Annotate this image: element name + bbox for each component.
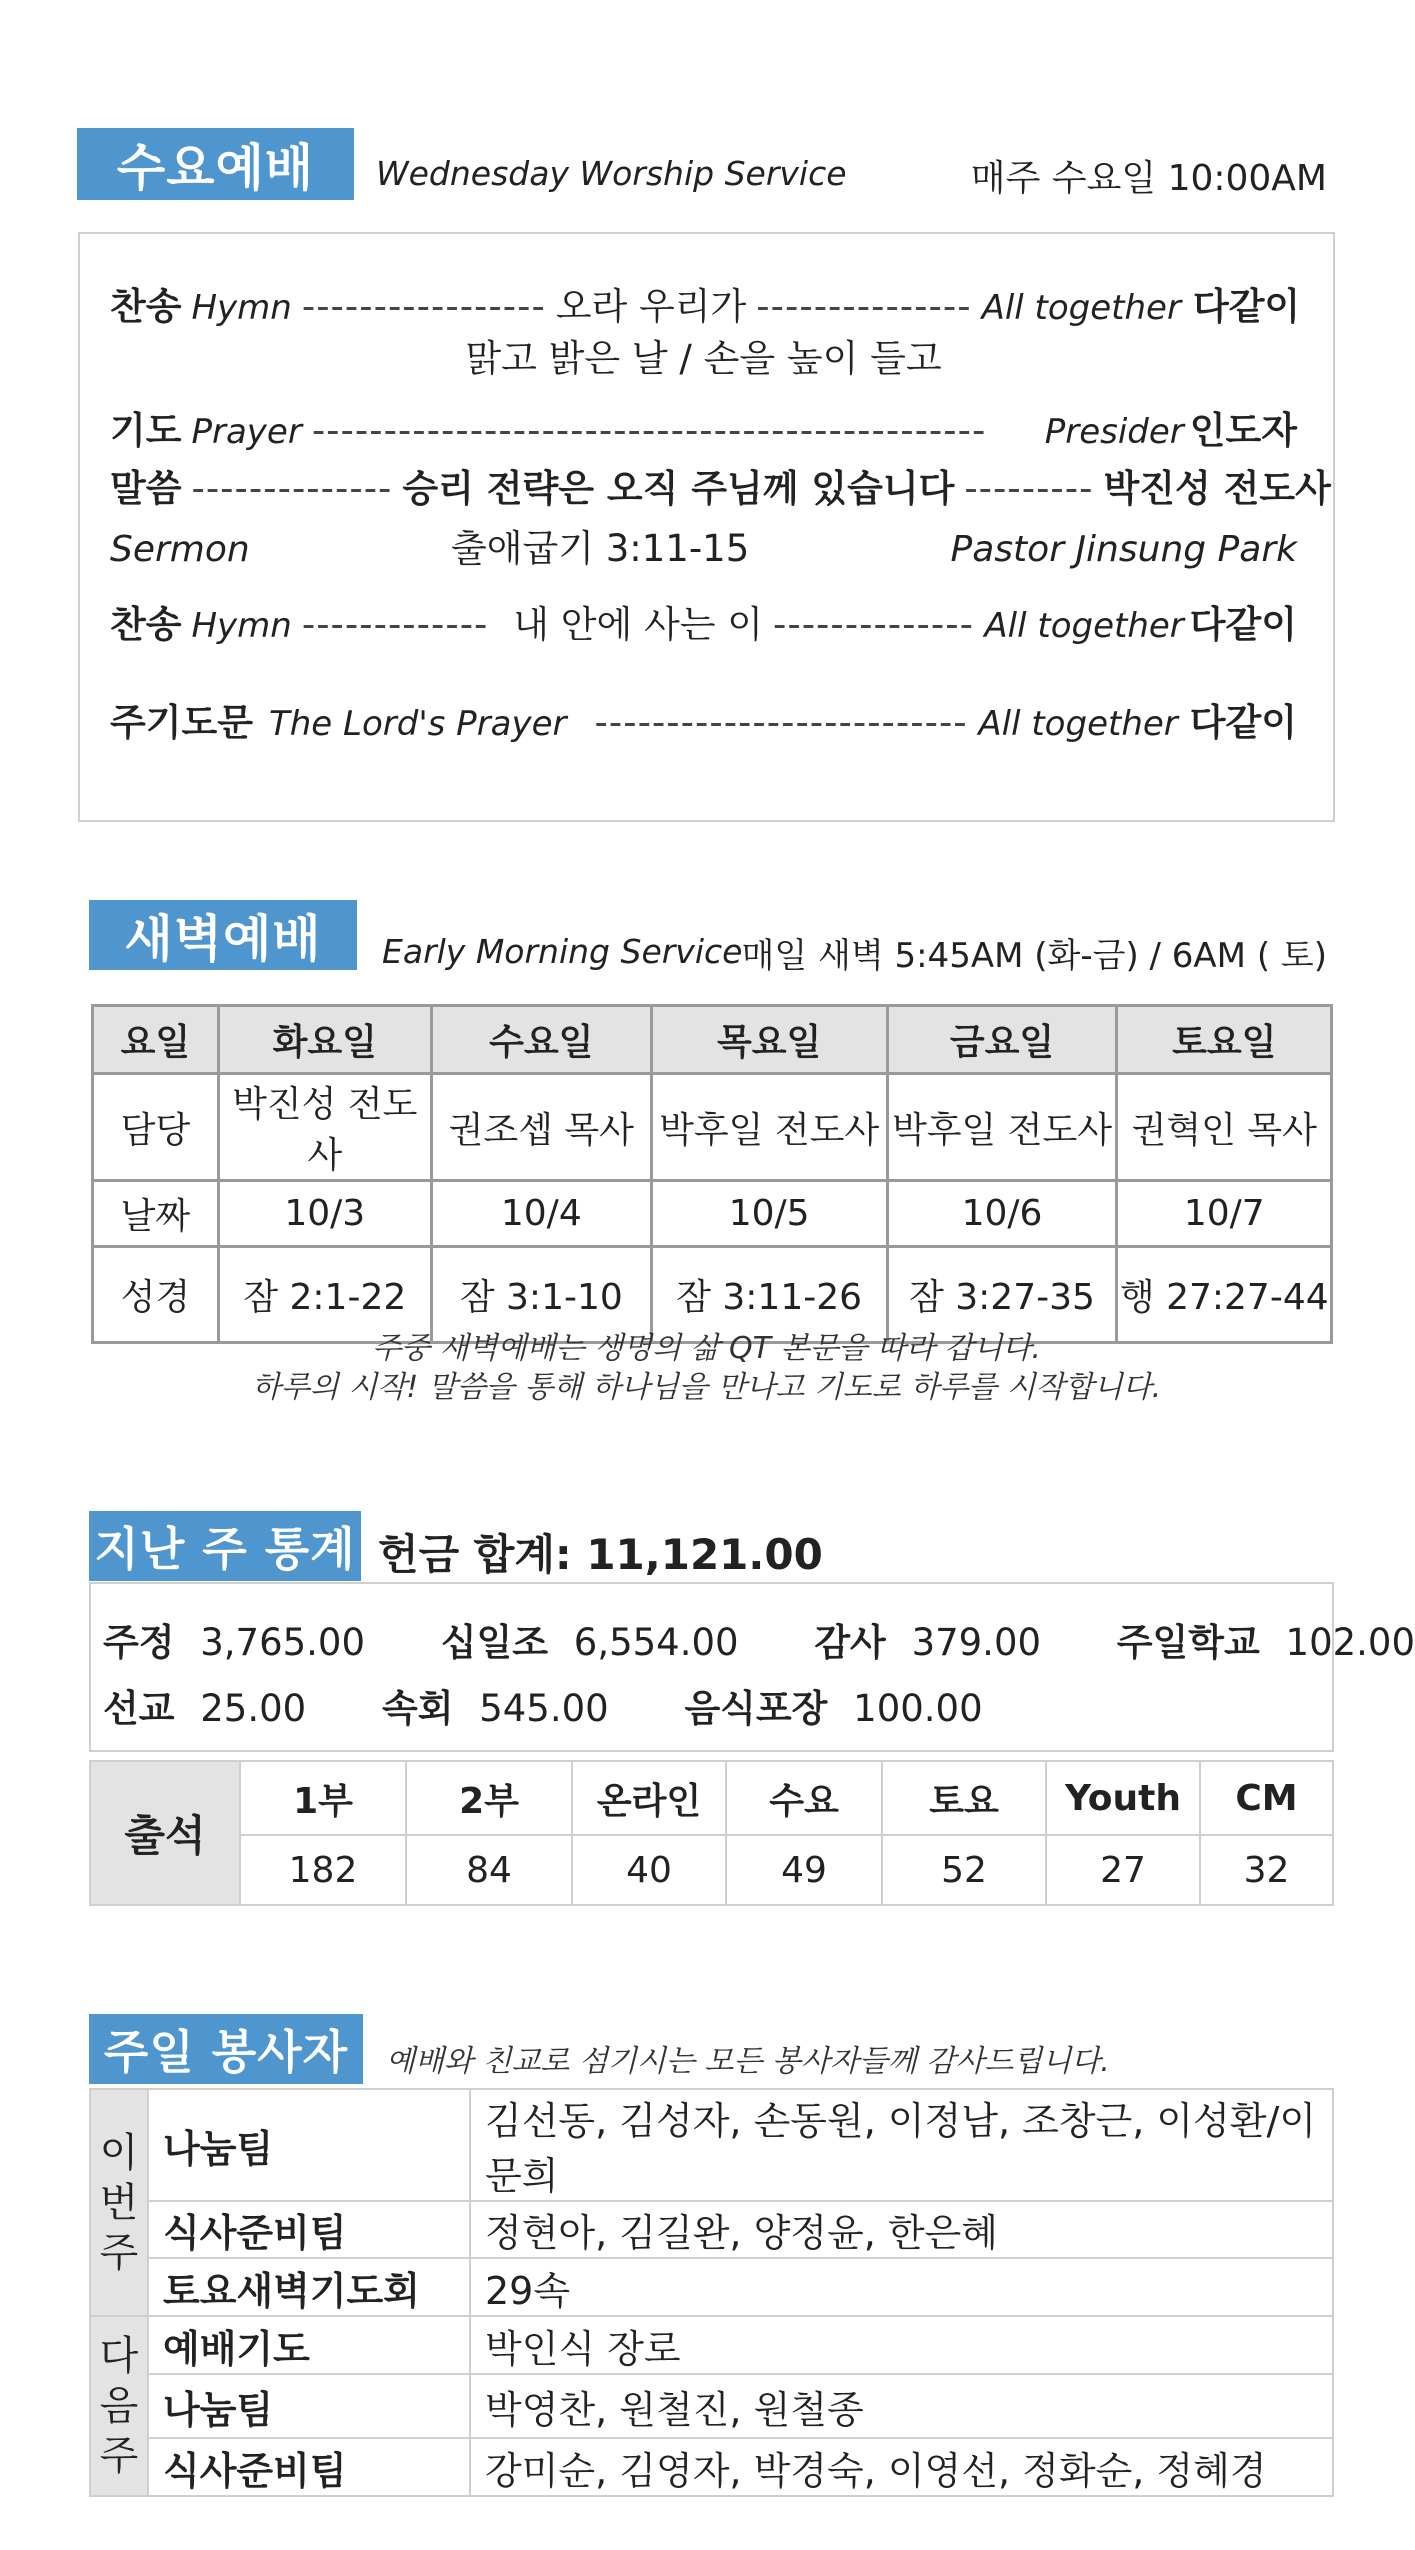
- early-cell: 10/7: [1117, 1181, 1332, 1247]
- early-header-cell: 금요일: [887, 1006, 1117, 1074]
- wednesday-order-box: [78, 232, 1335, 822]
- volunteer-role: 토요새벽기도회: [148, 2258, 470, 2316]
- early-schedule-table: [91, 1004, 1333, 1344]
- sermon-en-row: [110, 518, 1297, 572]
- sermon-row: [110, 458, 1331, 512]
- hymn2-dash2: --------------: [773, 603, 974, 646]
- early-table-header: [93, 1006, 1332, 1074]
- early-note-2: 하루의 시작! 말씀을 통해 하나님을 만나고 기도로 하루를 시작합니다.: [251, 1370, 1162, 1405]
- offering-value: 100.00: [853, 1687, 983, 1730]
- volunteer-role: 식사준비팀: [148, 2438, 470, 2496]
- early-cell: 행 27:27-44: [1117, 1247, 1332, 1343]
- hymn1-sub-row: [110, 328, 1297, 382]
- hymn2-dash1: -------------: [301, 603, 489, 646]
- volunteer-role: 나눔팀: [148, 2374, 470, 2438]
- offering-label: 감사: [814, 1621, 886, 1664]
- attendance-header: CM: [1200, 1761, 1333, 1835]
- prayer-who: 인도자: [1189, 409, 1297, 452]
- sermon-label-en: Sermon: [110, 529, 250, 570]
- early-header-cell: 화요일: [218, 1006, 431, 1074]
- early-section-title: 새벽예배: [89, 900, 357, 970]
- early-cell: 박후일 전도사: [887, 1074, 1117, 1181]
- offerings-box: [89, 1582, 1415, 1752]
- volunteer-row: [90, 2374, 1333, 2438]
- sermon-label: 말씀: [110, 467, 182, 510]
- early-header-cell: 요일: [93, 1006, 219, 1074]
- offering-label: 속회: [381, 1687, 454, 1730]
- early-cell: 10/5: [651, 1181, 887, 1247]
- offering-value: 379.00: [911, 1621, 1042, 1664]
- attendance-value: 32: [1200, 1835, 1333, 1905]
- attendance-value: 27: [1046, 1835, 1200, 1905]
- volunteer-names: 강미순, 김영자, 박경숙, 이영선, 정화순, 정혜경: [470, 2438, 1333, 2496]
- attendance-table: [89, 1760, 1334, 1906]
- early-cell: 권조셉 목사: [431, 1074, 651, 1181]
- volunteer-role: 예배기도: [148, 2316, 470, 2374]
- next-week-label: [90, 2316, 148, 2496]
- hymn1-title: 오라 우리가: [555, 285, 747, 328]
- early-header-cell: 수요일: [431, 1006, 651, 1074]
- offering-label: 주일학교: [1116, 1621, 1260, 1664]
- attendance-header: 토요: [882, 1761, 1046, 1835]
- attendance-header: 1부: [240, 1761, 406, 1835]
- wednesday-schedule: 매주 수요일 10:00AM: [970, 158, 1327, 199]
- this-week-label: [90, 2089, 148, 2316]
- wednesday-subtitle: Wednesday Worship Service: [376, 154, 847, 193]
- volunteer-row: [90, 2201, 1333, 2258]
- hymn1-label: 찬송: [110, 285, 182, 328]
- attendance-header: 온라인: [572, 1761, 726, 1835]
- volunteer-role: 식사준비팀: [148, 2201, 470, 2258]
- early-cell: 성경: [93, 1247, 219, 1343]
- sermon-scripture: 출애굽기 3:11-15: [451, 527, 750, 570]
- prayer-dash: -----------------------------------------------: [311, 409, 987, 452]
- offering-value: 102.00: [1285, 1621, 1415, 1664]
- attendance-value: 49: [726, 1835, 882, 1905]
- offering-label: 십일조: [440, 1621, 549, 1664]
- volunteer-row: [90, 2316, 1333, 2374]
- early-cell: 박후일 전도사: [651, 1074, 887, 1181]
- this-week-label-text: 이번주: [99, 2129, 139, 2276]
- attendance-label: 출석: [90, 1761, 240, 1905]
- early-cell: 잠 3:27-35: [887, 1247, 1117, 1343]
- early-schedule: 매일 새벽 5:45AM (화-금) / 6AM ( 토): [741, 936, 1327, 976]
- attendance-header-row: [90, 1761, 1333, 1835]
- early-cell: 10/3: [218, 1181, 431, 1247]
- hymn1-sub: 맑고 밝은 날 / 손을 높이 들고: [465, 337, 942, 380]
- early-cell: 잠 3:11-26: [651, 1247, 887, 1343]
- hymn1-dash1: -----------------: [301, 285, 546, 328]
- offerings-row-2: [103, 1678, 983, 1732]
- offering-label: 주정: [103, 1621, 175, 1664]
- offerings-row-1: [103, 1612, 1415, 1666]
- prayer-row: [110, 400, 1297, 454]
- volunteer-row: [90, 2438, 1333, 2496]
- offering-total: 헌금 합계: 11,121.00: [378, 1530, 823, 1579]
- early-cell: 날짜: [93, 1181, 219, 1247]
- hymn2-row: [110, 594, 1297, 648]
- offering-value: 6,554.00: [573, 1621, 739, 1664]
- offering-value: 3,765.00: [200, 1621, 366, 1664]
- early-row-date: [93, 1181, 1332, 1247]
- hymn2-who: 다같이: [1189, 603, 1298, 646]
- early-subtitle: Early Morning Service: [382, 932, 743, 971]
- lords-prayer-row: [110, 692, 1297, 746]
- hymn2-who-en: All together: [984, 606, 1184, 646]
- sermon-dash1: --------------: [191, 467, 393, 510]
- wednesday-section-title: 수요예배: [77, 128, 354, 200]
- lords-prayer-label: 주기도문: [110, 701, 253, 744]
- early-cell: 잠 2:1-22: [218, 1247, 431, 1343]
- sermon-dash2: ---------: [964, 467, 1094, 510]
- early-cell: 권혁인 목사: [1117, 1074, 1332, 1181]
- lords-prayer-who-en: All together: [978, 704, 1178, 744]
- volunteers-section-title: 주일 봉사자: [89, 2014, 363, 2084]
- volunteer-role: 나눔팀: [148, 2089, 470, 2201]
- attendance-value: 84: [406, 1835, 572, 1905]
- volunteers-table: [89, 2088, 1334, 2497]
- volunteer-row: [90, 2089, 1333, 2201]
- early-row-leader: [93, 1074, 1332, 1181]
- early-header-cell: 목요일: [651, 1006, 887, 1074]
- early-cell: 잠 3:1-10: [431, 1247, 651, 1343]
- offering-value: 545.00: [479, 1687, 609, 1730]
- hymn2-title: 내 안에 사는 이: [513, 603, 763, 646]
- offering-label: 선교: [103, 1687, 175, 1730]
- attendance-value: 40: [572, 1835, 726, 1905]
- hymn1-who: 다같이: [1192, 285, 1301, 328]
- sermon-title: 승리 전략은 오직 주님께 있습니다: [402, 467, 955, 510]
- attendance-value-row: [90, 1835, 1333, 1905]
- volunteers-note: 예배와 친교로 섬기시는 모든 봉사자들께 감사드립니다.: [386, 2044, 1110, 2079]
- sermon-preacher-en: Pastor Jinsung Park: [950, 529, 1297, 570]
- lords-prayer-dash: --------------------------: [594, 701, 968, 744]
- next-week-label-text: 다음주: [99, 2333, 139, 2479]
- stats-section-title: 지난 주 통계: [89, 1511, 361, 1581]
- early-cell: 박진성 전도사: [218, 1074, 431, 1181]
- offering-value: 25.00: [200, 1687, 307, 1730]
- volunteer-names: 박인식 장로: [470, 2316, 1333, 2374]
- prayer-label: 기도: [110, 409, 182, 452]
- lords-prayer-who: 다같이: [1189, 701, 1297, 744]
- early-header-cell: 토요일: [1117, 1006, 1332, 1074]
- sermon-preacher: 박진성 전도사: [1103, 467, 1331, 510]
- attendance-header: 수요: [726, 1761, 882, 1835]
- volunteer-names: 박영찬, 원철진, 원철종: [470, 2374, 1333, 2438]
- offering-label: 음식포장: [684, 1687, 828, 1730]
- lords-prayer-label-en: The Lord's Prayer: [268, 704, 567, 744]
- attendance-value: 52: [882, 1835, 1046, 1905]
- early-note-1: 주중 새벽예배는 생명의 삶 QT 본문을 따라 갑니다.: [372, 1331, 1041, 1366]
- prayer-who-en: Presider: [1044, 412, 1184, 452]
- early-cell: 담당: [93, 1074, 219, 1181]
- attendance-value: 182: [240, 1835, 406, 1905]
- volunteer-names: 김선동, 김성자, 손동원, 이정남, 조창근, 이성환/이문희: [470, 2089, 1333, 2201]
- early-cell: 10/6: [887, 1181, 1117, 1247]
- hymn1-label-en: Hymn: [191, 288, 292, 328]
- attendance-header: Youth: [1046, 1761, 1200, 1835]
- hymn2-label-en: Hymn: [191, 606, 292, 646]
- hymn1-dash2: ---------------: [756, 285, 972, 328]
- hymn1-row: [110, 276, 1301, 330]
- prayer-label-en: Prayer: [191, 412, 302, 452]
- hymn1-who-en: All together: [981, 288, 1181, 328]
- attendance-header: 2부: [406, 1761, 572, 1835]
- volunteer-names: 29속: [470, 2258, 1333, 2316]
- early-cell: 10/4: [431, 1181, 651, 1247]
- volunteer-names: 정현아, 김길완, 양정윤, 한은혜: [470, 2201, 1333, 2258]
- volunteer-row: [90, 2258, 1333, 2316]
- hymn2-label: 찬송: [110, 603, 182, 646]
